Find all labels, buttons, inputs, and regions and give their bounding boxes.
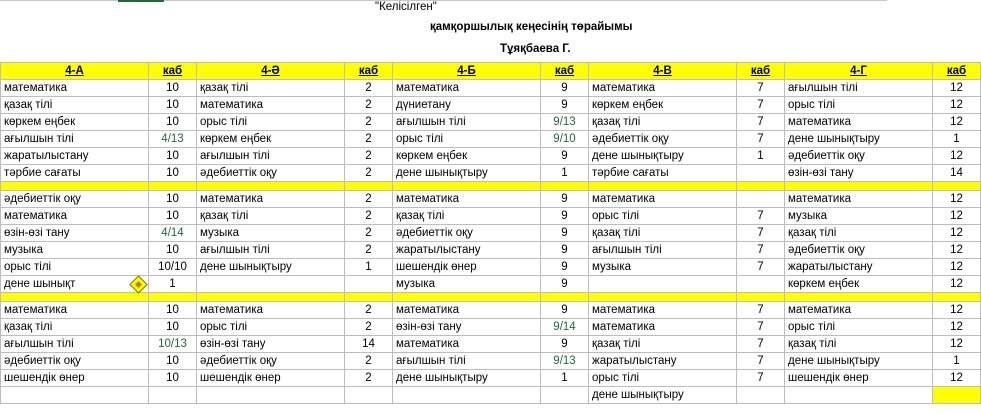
room-cell[interactable]: 1	[933, 131, 981, 148]
lesson-cell[interactable]: математика	[393, 191, 541, 208]
room-cell[interactable]: 7	[737, 336, 785, 353]
room-cell[interactable]: 7	[737, 208, 785, 225]
table-row	[1, 165, 981, 182]
block-separator	[1, 182, 981, 191]
col-header-kab-4v: каб	[737, 63, 785, 80]
lesson-cell[interactable]: дене шынықтыру	[197, 259, 345, 276]
room-cell[interactable]: 10	[149, 353, 197, 370]
lesson-cell[interactable]: қазақ тілі	[785, 336, 933, 353]
room-cell[interactable]: 1	[737, 148, 785, 165]
lesson-cell[interactable]: қазақ тілі	[1, 319, 149, 336]
table-row	[1, 276, 981, 293]
table-row	[1, 319, 981, 336]
lesson-cell[interactable]: математика	[589, 302, 737, 319]
room-cell[interactable]: 9	[541, 97, 589, 114]
table-header-row	[1, 63, 981, 80]
room-cell[interactable]: 12	[933, 336, 981, 353]
table-row	[1, 148, 981, 165]
lesson-cell[interactable]: дене шынықтыру	[393, 165, 541, 182]
room-cell[interactable]: 12	[933, 97, 981, 114]
table-row	[1, 208, 981, 225]
separator-cell	[933, 293, 981, 302]
room-cell[interactable]: 9/10	[541, 131, 589, 148]
block-separator	[1, 293, 981, 302]
room-cell[interactable]	[737, 165, 785, 182]
lesson-cell[interactable]: дүниетану	[393, 97, 541, 114]
lesson-cell[interactable]: тәрбие сағаты	[1, 165, 149, 182]
room-cell[interactable]: 9	[541, 302, 589, 319]
room-cell[interactable]: 10	[149, 114, 197, 131]
table-row	[1, 97, 981, 114]
lesson-cell[interactable]: ағылшын тілі	[393, 353, 541, 370]
lesson-cell[interactable]: музыка	[393, 276, 541, 293]
lesson-cell[interactable]: қазақ тілі	[589, 225, 737, 242]
lesson-cell[interactable]: орыс тілі	[589, 370, 737, 387]
room-cell[interactable]: 7	[737, 225, 785, 242]
room-cell[interactable]: 7	[737, 242, 785, 259]
room-cell[interactable]	[345, 387, 393, 404]
room-cell[interactable]: 12	[933, 148, 981, 165]
lesson-cell[interactable]: әдебиеттік оқу	[393, 225, 541, 242]
room-cell[interactable]: 14	[933, 165, 981, 182]
lesson-cell[interactable]: жаратылыстану	[785, 259, 933, 276]
lesson-cell[interactable]: орыс тілі	[785, 97, 933, 114]
col-header-class-4v: 4-В	[589, 63, 737, 80]
room-cell[interactable]	[541, 387, 589, 404]
room-cell[interactable]: 10	[149, 242, 197, 259]
separator-cell	[149, 293, 197, 302]
room-cell[interactable]: 2	[345, 191, 393, 208]
room-cell[interactable]: 10	[149, 165, 197, 182]
room-cell[interactable]: 2	[345, 148, 393, 165]
lesson-cell[interactable]: дене шынықтыру	[589, 387, 737, 404]
lesson-cell[interactable]: математика	[785, 114, 933, 131]
col-header-kab-4b: каб	[541, 63, 589, 80]
lesson-cell[interactable]: қазақ тілі	[197, 208, 345, 225]
lesson-cell[interactable]: математика	[589, 191, 737, 208]
separator-cell	[541, 182, 589, 191]
col-header-kab-4a: каб	[149, 63, 197, 80]
separator-cell	[933, 182, 981, 191]
lesson-cell[interactable]: өзін-өзі тану	[785, 165, 933, 182]
lesson-cell[interactable]: жаратылыстану	[589, 353, 737, 370]
room-cell[interactable]: 9	[541, 208, 589, 225]
lesson-cell[interactable]: дене шынықт	[1, 276, 149, 293]
lesson-cell[interactable]: дене шынықтыру	[393, 370, 541, 387]
separator-cell	[541, 293, 589, 302]
room-cell[interactable]: 2	[345, 319, 393, 336]
room-cell[interactable]: 12	[933, 114, 981, 131]
room-cell[interactable]: 10	[149, 148, 197, 165]
col-header-kab-4g: каб	[933, 63, 981, 80]
room-cell[interactable]: 2	[345, 80, 393, 97]
lesson-cell[interactable]: әдебиеттік оқу	[589, 131, 737, 148]
lesson-cell[interactable]: өзін-өзі тану	[1, 225, 149, 242]
room-cell[interactable]: 9	[541, 225, 589, 242]
room-cell[interactable]: 12	[933, 80, 981, 97]
lesson-cell[interactable]: ағылшын тілі	[197, 242, 345, 259]
room-cell[interactable]: 10/13	[149, 336, 197, 353]
room-cell[interactable]: 7	[737, 353, 785, 370]
room-cell[interactable]: 7	[737, 259, 785, 276]
separator-cell	[345, 293, 393, 302]
col-header-class-4b: 4-Б	[393, 63, 541, 80]
room-cell[interactable]: 2	[345, 370, 393, 387]
room-cell[interactable]: 12	[933, 302, 981, 319]
lesson-cell[interactable]: жаратылыстану	[393, 242, 541, 259]
lesson-cell[interactable]: әдебиеттік оқу	[785, 148, 933, 165]
separator-cell	[197, 182, 345, 191]
room-cell[interactable]: 2	[345, 242, 393, 259]
comment-marker-icon[interactable]	[129, 275, 147, 293]
room-cell[interactable]: 14	[345, 336, 393, 353]
room-cell[interactable]	[933, 387, 981, 404]
separator-cell	[345, 182, 393, 191]
separator-cell	[589, 293, 737, 302]
room-cell[interactable]: 2	[345, 131, 393, 148]
lesson-cell[interactable]	[589, 276, 737, 293]
room-cell[interactable]: 7	[737, 97, 785, 114]
lesson-cell[interactable]: музыка	[785, 208, 933, 225]
lesson-cell[interactable]: орыс тілі	[393, 131, 541, 148]
lesson-cell[interactable]: көркем еңбек	[785, 276, 933, 293]
lesson-cell[interactable]: қазақ тілі	[785, 225, 933, 242]
room-cell[interactable]: 2	[345, 353, 393, 370]
room-cell[interactable]: 9	[541, 80, 589, 97]
lesson-cell[interactable]: музыка	[197, 225, 345, 242]
room-cell[interactable]: 1	[541, 165, 589, 182]
lesson-cell[interactable]	[1, 387, 149, 404]
separator-cell	[737, 182, 785, 191]
room-cell[interactable]: 9/14	[541, 319, 589, 336]
separator-cell	[197, 293, 345, 302]
room-cell[interactable]	[149, 387, 197, 404]
lesson-cell[interactable]: математика	[1, 208, 149, 225]
lesson-cell[interactable]: әдебиеттік оқу	[197, 165, 345, 182]
table-row	[1, 131, 981, 148]
lesson-cell[interactable]: ағылшын тілі	[1, 131, 149, 148]
lesson-cell[interactable]: шешендік өнер	[1, 370, 149, 387]
lesson-cell[interactable]	[197, 387, 345, 404]
room-cell[interactable]: 2	[345, 302, 393, 319]
room-cell[interactable]: 9	[541, 276, 589, 293]
lesson-cell[interactable]: шешендік өнер	[393, 259, 541, 276]
lesson-cell[interactable]: дене шынықтыру	[785, 131, 933, 148]
table-row	[1, 242, 981, 259]
lesson-cell[interactable]: орыс тілі	[197, 114, 345, 131]
lesson-cell[interactable]: музыка	[1, 242, 149, 259]
room-cell[interactable]: 2	[345, 225, 393, 242]
room-cell[interactable]: 10	[149, 97, 197, 114]
lesson-cell[interactable]: шешендік өнер	[197, 370, 345, 387]
lesson-cell[interactable]	[393, 387, 541, 404]
lesson-cell[interactable]: көркем еңбек	[393, 148, 541, 165]
lesson-cell[interactable]: көркем еңбек	[1, 114, 149, 131]
room-cell[interactable]: 10	[149, 302, 197, 319]
lesson-cell[interactable]: көркем еңбек	[197, 131, 345, 148]
lesson-cell[interactable]: математика	[785, 191, 933, 208]
table-row	[1, 353, 981, 370]
lesson-cell[interactable]: ағылшын тілі	[197, 148, 345, 165]
separator-cell	[785, 293, 933, 302]
lesson-cell[interactable]: математика	[197, 191, 345, 208]
lesson-cell[interactable]: өзін-өзі тану	[393, 319, 541, 336]
lesson-cell[interactable]: орыс тілі	[785, 319, 933, 336]
lesson-cell[interactable]: ағылшын тілі	[589, 242, 737, 259]
room-cell[interactable]: 9/13	[541, 114, 589, 131]
room-cell[interactable]: 10	[149, 370, 197, 387]
lesson-cell[interactable]: математика	[589, 80, 737, 97]
room-cell[interactable]: 12	[933, 242, 981, 259]
room-cell[interactable]: 1	[933, 353, 981, 370]
room-cell[interactable]: 12	[933, 208, 981, 225]
table-row	[1, 370, 981, 387]
room-cell[interactable]: 2	[345, 165, 393, 182]
room-cell[interactable]: 7	[737, 114, 785, 131]
lesson-cell[interactable]: көркем еңбек	[589, 97, 737, 114]
lesson-cell[interactable]: математика	[393, 302, 541, 319]
table-row	[1, 80, 981, 97]
lesson-cell[interactable]: ағылшын тілі	[1, 336, 149, 353]
room-cell[interactable]: 10	[149, 80, 197, 97]
lesson-cell[interactable]: математика	[197, 97, 345, 114]
room-cell[interactable]: 12	[933, 319, 981, 336]
room-cell[interactable]: 1	[541, 370, 589, 387]
separator-cell	[737, 293, 785, 302]
room-cell[interactable]: 2	[345, 97, 393, 114]
lesson-cell[interactable]: орыс тілі	[589, 208, 737, 225]
room-cell[interactable]: 4/14	[149, 225, 197, 242]
room-cell[interactable]	[737, 191, 785, 208]
green-marker	[118, 0, 164, 2]
lesson-cell[interactable]: ағылшын тілі	[785, 80, 933, 97]
room-cell[interactable]: 7	[737, 370, 785, 387]
lesson-cell[interactable]: тәрбие сағаты	[589, 165, 737, 182]
col-header-class-4g: 4-Г	[785, 63, 933, 80]
table-row	[1, 302, 981, 319]
table-row	[1, 191, 981, 208]
lesson-cell[interactable]: дене шынықтыру	[785, 353, 933, 370]
room-cell[interactable]: 7	[737, 319, 785, 336]
lesson-cell[interactable]: математика	[1, 80, 149, 97]
room-cell[interactable]	[737, 276, 785, 293]
document-header	[0, 0, 887, 62]
lesson-cell[interactable]: математика	[785, 302, 933, 319]
approval-label: "Келісілген"	[375, 1, 437, 13]
lesson-cell[interactable]: музыка	[589, 259, 737, 276]
room-cell[interactable]: 2	[345, 114, 393, 131]
lesson-cell[interactable]: әдебиеттік оқу	[1, 191, 149, 208]
room-cell[interactable]: 12	[933, 370, 981, 387]
separator-cell	[785, 182, 933, 191]
table-row	[1, 259, 981, 276]
schedule-table	[0, 62, 981, 404]
room-cell[interactable]: 1	[149, 276, 197, 293]
room-cell[interactable]: 9	[541, 242, 589, 259]
lesson-cell[interactable]: дене шынықтыру	[589, 148, 737, 165]
room-cell[interactable]: 12	[933, 276, 981, 293]
room-cell[interactable]: 1	[345, 259, 393, 276]
room-cell[interactable]: 9	[541, 336, 589, 353]
room-cell[interactable]: 2	[345, 208, 393, 225]
lesson-cell[interactable]: ағылшын тілі	[393, 114, 541, 131]
table-row	[1, 336, 981, 353]
room-cell[interactable]: 10	[149, 208, 197, 225]
lesson-cell[interactable]	[785, 387, 933, 404]
table-row	[1, 225, 981, 242]
separator-cell	[1, 182, 149, 191]
lesson-cell[interactable]: шешендік өнер	[785, 370, 933, 387]
room-cell[interactable]: 9/13	[541, 353, 589, 370]
lesson-cell[interactable]: өзін-өзі тану	[197, 336, 345, 353]
room-cell[interactable]: 7	[737, 302, 785, 319]
chair-name: Тұяқбаева Г.	[500, 43, 571, 55]
room-cell[interactable]: 9	[541, 148, 589, 165]
room-cell[interactable]: 10/10	[149, 259, 197, 276]
lesson-cell[interactable]: математика	[393, 80, 541, 97]
lesson-cell[interactable]: математика	[1, 302, 149, 319]
room-cell[interactable]	[345, 276, 393, 293]
table-row	[1, 387, 981, 404]
room-cell[interactable]: 4/13	[149, 131, 197, 148]
lesson-cell[interactable]: орыс тілі	[1, 259, 149, 276]
col-header-class-4ah: 4-Ә	[197, 63, 345, 80]
lesson-cell[interactable]: жаратылыстану	[1, 148, 149, 165]
lesson-cell[interactable]: математика	[589, 319, 737, 336]
lesson-cell[interactable]	[197, 276, 345, 293]
room-cell[interactable]: 10	[149, 319, 197, 336]
room-cell[interactable]: 7	[737, 80, 785, 97]
lesson-cell[interactable]: математика	[393, 336, 541, 353]
separator-cell	[393, 293, 541, 302]
room-cell[interactable]: 12	[933, 259, 981, 276]
room-cell[interactable]: 9	[541, 191, 589, 208]
lesson-cell[interactable]: әдебиеттік оқу	[785, 242, 933, 259]
lesson-cell[interactable]: әдебиеттік оқу	[1, 353, 149, 370]
room-cell[interactable]: 12	[933, 225, 981, 242]
lesson-cell[interactable]: әдебиеттік оқу	[197, 353, 345, 370]
room-cell[interactable]: 7	[737, 131, 785, 148]
col-header-kab-4ah: каб	[345, 63, 393, 80]
lesson-cell[interactable]: қазақ тілі	[589, 114, 737, 131]
council-chair-label: қамқоршылық кеңесінің төрайымы	[430, 21, 633, 33]
col-header-class-4a: 4-А	[1, 63, 149, 80]
separator-cell	[589, 182, 737, 191]
room-cell[interactable]: 9	[541, 259, 589, 276]
separator-cell	[1, 293, 149, 302]
lesson-cell[interactable]: қазақ тілі	[393, 208, 541, 225]
separator-cell	[149, 182, 197, 191]
lesson-cell[interactable]: қазақ тілі	[1, 97, 149, 114]
room-cell[interactable]: 12	[933, 191, 981, 208]
separator-cell	[393, 182, 541, 191]
lesson-cell[interactable]: қазақ тілі	[197, 80, 345, 97]
table-row	[1, 114, 981, 131]
room-cell[interactable]: 10	[149, 191, 197, 208]
lesson-cell[interactable]: орыс тілі	[197, 319, 345, 336]
room-cell[interactable]	[737, 387, 785, 404]
lesson-cell[interactable]: қазақ тілі	[589, 336, 737, 353]
lesson-cell[interactable]: математика	[197, 302, 345, 319]
